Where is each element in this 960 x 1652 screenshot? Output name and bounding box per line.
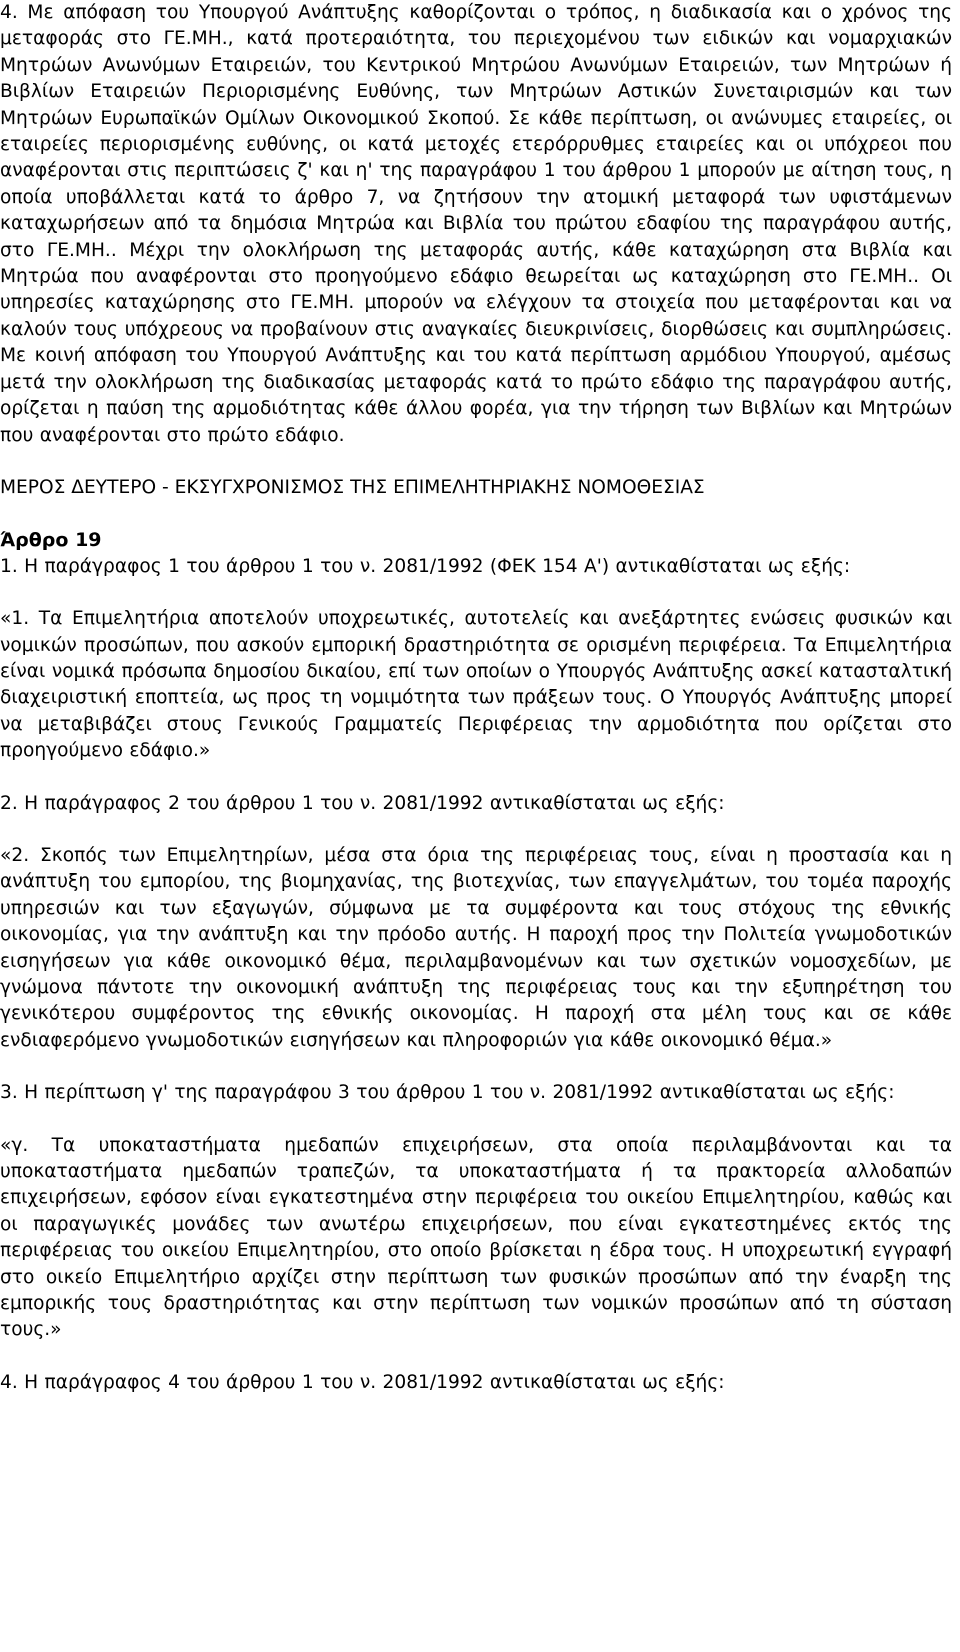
item-1-intro: 1. Η παράγραφος 1 του άρθρου 1 του ν. 2081/1992 (ΦΕΚ 154 Α') αντικαθίσταται ως εξής:: [0, 555, 851, 577]
item-3-quote: «γ. Τα υποκαταστήματα ημεδαπών επιχειρήσεων, στα οποία περιλαμβάνονται και τα υποκαταστήματα ημεδαπών τραπεζών, τα υποκαταστήματα ή τα πρακτορεία αλλοδαπών επιχειρήσεων, εφόσον είναι εγκατεστημένα στην περιφέρεια του οικείου Επιμελητηρίου, καθώς και οι παραγωγικές μονάδες των ανωτέρω επιχειρήσεων, που είναι εγκατεστημένες εκτός της περιφέρειας του οικείου Επιμελητηρίου, στο οποίο βρίσκεται η έδρα τους. Η υποχρεωτική εγγραφή στο οικείο Επιμελητήριο αρχίζει στην περίπτωση των φυσικών προσώπων από την έναρξη της εμπορικής τους δραστηριότητας και στην περίπτωση των νομικών προσώπων από τη σύσταση τους.»: [0, 1134, 952, 1341]
item-2-intro: 2. Η παράγραφος 2 του άρθρου 1 του ν. 2081/1992 αντικαθίσταται ως εξής:: [0, 792, 725, 814]
spacer: [0, 1344, 952, 1370]
spacer: [0, 501, 952, 527]
spacer: [0, 580, 952, 606]
item-1-quote: «1. Τα Επιμελητήρια αποτελούν υποχρεωτικές, αυτοτελείς και ανεξάρτητες ενώσεις φυσικών και νομικών προσώπων, που ασκούν εμπορική δραστηριότητα σε ορισμένη περιφέρεια. Τα Επιμελητήρια είναι νομικά πρόσωπα δημοσίου δικαίου, επί των οποίων ο Υπουργός Ανάπτυξης ασκεί κατασταλτική διαχειριστική εποπτεία, ως προς τη νομιμότητα των πράξεων τους. Ο Υπουργός Ανάπτυξης μπορεί να μεταβιβάζει στους Γενικούς Γραμματείς Περιφέρειας την αρμοδιότητα που ορίζεται στο προηγούμενο εδάφιο.»: [0, 608, 952, 762]
item-3-intro: 3. Η περίπτωση γ' της παραγράφου 3 του άρθρου 1 του ν. 2081/1992 αντικαθίσταται ως εξής:: [0, 1082, 895, 1104]
item-2-quote: «2. Σκοπός των Επιμελητηρίων, μέσα στα όρια της περιφέρειας τους, είναι η προστασία και η ανάπτυξη του εμπορίου, της βιομηχανίας, της βιοτεχνίας, των επαγγελμάτων, του τομέα παροχής υπηρεσιών και των εξαγωγών, σύμφωνα με τα συμφέροντα και τους στόχους της εθνικής οικονομίας, για την ανάπτυξη και την πρόοδο αυτής. Η παροχή προς την Πολιτεία γνωμοδοτικών εισηγήσεων για κάθε οικονομικό θέμα, περιλαμβανομένων και των σχετικών νομοσχεδίων, με γνώμονα πάντοτε την οικονομική ανάπτυξη της περιφέρειας τους και την εξυπηρέτηση του γενικότερου συμφέροντος της εθνικής οικονομίας. Η παροχή στα μέλη τους και σε κάθε ενδιαφερόμενο γνωμοδοτικών εισηγήσεων και πληροφοριών για κάθε οικονομικό θέμα.»: [0, 844, 952, 1051]
part-heading: ΜΕΡΟΣ ΔΕΥΤΕΡΟ - ΕΚΣΥΓΧΡΟΝΙΣΜΟΣ ΤΗΣ ΕΠΙΜΕΛΗΤΗΡΙΑΚΗΣ ΝΟΜΟΘΕΣΙΑΣ: [0, 476, 705, 498]
spacer: [0, 817, 952, 843]
spacer: [0, 765, 952, 791]
spacer: [0, 449, 952, 475]
article-title: Άρθρο 19: [0, 529, 102, 552]
item-4-intro: 4. Η παράγραφος 4 του άρθρου 1 του ν. 2081/1992 αντικαθίσταται ως εξής:: [0, 1371, 725, 1393]
paragraph-4: 4. Με απόφαση του Υπουργού Ανάπτυξης καθορίζονται ο τρόπος, η διαδικασία και ο χρόνος της μεταφοράς στο ΓΕ.ΜΗ., κατά προτεραιότητα, του περιεχομένου των ειδικών και νομαρχιακών Μητρώων Ανωνύμων Εταιρειών, του Κεντρικού Μητρώου Ανωνύμων Εταιρειών, των Μητρώων ή Βιβλίων Εταιρειών Περιορισμένης Ευθύνης, των Μητρώων Αστικών Συνεταιρισμών και των Μητρώων Ευρωπαϊκών Ομίλων Οικονομικού Σκοπού. Σε κάθε περίπτωση, οι ανώνυμες εταιρείες, οι εταιρείες περιορισμένης ευθύνης, οι κατά μετοχές ετερόρρυθμες εταιρείες και οι υπόχρεοι που αναφέρονται στις περιπτώσεις ζ' και η' της παραγράφου 1 του άρθρου 1 μπορούν με αίτηση τους, η οποία υποβάλλεται κατά το άρθρο 7, να ζητήσουν την ατομική μεταφορά των υφιστάμενων καταχωρήσεων από τα δημόσια Μητρώα και Βιβλία του πρώτου εδαφίου της παραγράφου αυτής, στο ΓΕ.ΜΗ.. Μέχρι την ολοκλήρωση της μεταφοράς αυτής, κάθε καταχώρηση στα Βιβλία και Μητρώα που αναφέρονται στο προηγούμενο εδάφιο θεωρείται ως καταχώρηση στο ΓΕ.ΜΗ.. Οι υπηρεσίες καταχώρησης στο ΓΕ.ΜΗ. μπορούν να ελέγχουν τα στοιχεία που μεταφέρονται και να καλούν τους υπόχρεους να προβαίνουν στις αναγκαίες διευκρινίσεις, διορθώσεις και συμπληρώσεις. Με κοινή απόφαση του Υπουργού Ανάπτυξης και του κατά περίπτωση αρμόδιου Υπουργού, αμέσως μετά την ολοκλήρωση της διαδικασίας μεταφοράς κατά το πρώτο εδάφιο της παραγράφου αυτής, ορίζεται η παύση της αρμοδιότητας κάθε άλλου φορέα, για την τήρηση των Βιβλίων και Μητρώων που αναφέρονται στο πρώτο εδάφιο.: [0, 2, 952, 446]
spacer: [0, 1054, 952, 1080]
spacer: [0, 1107, 952, 1133]
